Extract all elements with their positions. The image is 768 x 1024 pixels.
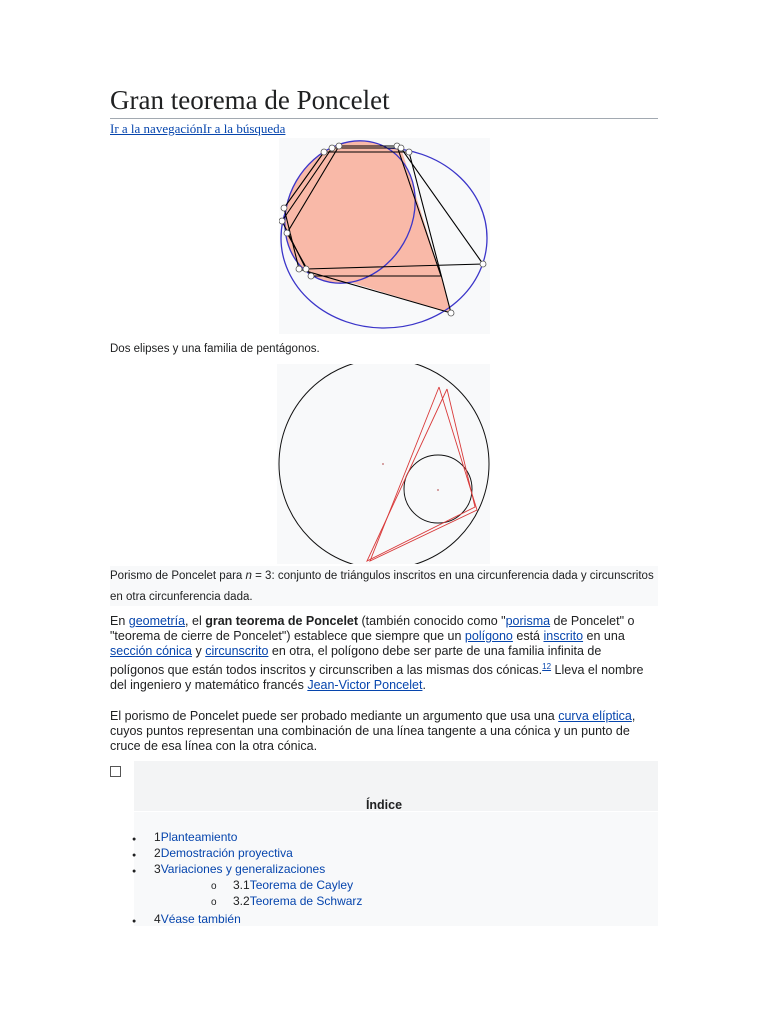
- bullet-icon: ●: [132, 918, 137, 925]
- text: en una: [583, 629, 625, 643]
- inner-center-point: [437, 489, 439, 491]
- text: , el: [185, 614, 206, 628]
- toc-link[interactable]: Variaciones y generalizaciones: [160, 862, 326, 876]
- link-curva-eliptica[interactable]: curva elíptica: [558, 709, 632, 723]
- jump-search-link[interactable]: Ir a la búsqueda: [202, 121, 286, 136]
- bullet-icon: ●: [132, 868, 137, 875]
- bold-term: gran teorema de Poncelet: [205, 614, 359, 628]
- toc-toggle-checkbox[interactable]: [110, 766, 121, 777]
- toc-number: 1: [154, 830, 161, 844]
- toc-number: 3.1: [233, 878, 250, 892]
- figure-pentagons: [279, 138, 490, 334]
- link-porisma[interactable]: porisma: [505, 614, 551, 628]
- text: (también conocido como ": [358, 614, 506, 628]
- caption-2-n: n: [245, 570, 252, 582]
- text: de Poncelet" o "teorema de cierre de Poncelet") establece que siempre que un: [110, 614, 635, 643]
- outer-center-point: [382, 463, 384, 465]
- porism-paragraph: [110, 709, 658, 754]
- toc-link[interactable]: Teorema de Schwarz: [249, 894, 363, 908]
- link-poligono[interactable]: polígono: [464, 629, 513, 643]
- intro-paragraph: [110, 614, 658, 693]
- bullet-icon: ●: [132, 852, 137, 859]
- toc-number: 3: [154, 862, 161, 876]
- toc-subitem[interactable]: [211, 893, 362, 911]
- reference-link[interactable]: 12: [542, 662, 552, 671]
- figure-porism-triangles: [277, 364, 490, 564]
- text: en otra, el polígono debe ser parte de una familia infinita de polígonos que están todos inscritos y circunscriben a las mismas dos cónicas.: [110, 644, 602, 678]
- sub-bullet-icon: o: [211, 881, 217, 892]
- text: En: [110, 614, 129, 628]
- toc-number: 2: [154, 846, 161, 860]
- triangles: [367, 387, 477, 561]
- link-geometria[interactable]: geometría: [128, 614, 186, 628]
- sub-bullet-icon: o: [211, 897, 217, 908]
- link-seccion-conica[interactable]: sección cónica: [110, 644, 192, 658]
- pentagons-diagram: [279, 138, 490, 334]
- porism-diagram: [277, 364, 490, 564]
- toc-item[interactable]: [132, 911, 241, 930]
- toc-link[interactable]: Teorema de Cayley: [249, 878, 354, 892]
- text: y: [192, 644, 206, 658]
- text: , cuyos puntos representan una combinación de una línea tangente a una cónica y un punto de cruce de esa línea con la otra cónica.: [110, 709, 636, 753]
- link-inscrito[interactable]: inscrito: [543, 629, 584, 643]
- page-title: Gran teorema de Poncelet: [110, 82, 658, 119]
- toc-number: 4: [154, 912, 161, 926]
- text: .: [422, 678, 426, 693]
- toc-title: Índice: [365, 798, 403, 812]
- text: El porismo de Poncelet puede ser probado mediante un argumento que usa una: [110, 709, 559, 723]
- bullet-icon: ●: [132, 836, 137, 843]
- figure-caption-2: [110, 566, 658, 606]
- toc-number: 3.2: [233, 894, 250, 908]
- text: Lleva el nombre del ingeniero y matemático francés: [110, 663, 644, 693]
- link-circunscrito[interactable]: circunscrito: [205, 644, 269, 658]
- toc-link[interactable]: Demostración proyectiva: [160, 846, 293, 860]
- jump-links: [110, 120, 285, 138]
- jump-navigation-link[interactable]: Ir a la navegación: [110, 121, 203, 136]
- toc-link[interactable]: Planteamiento: [160, 830, 238, 844]
- caption-2-rest: = 3: conjunto de triángulos inscritos en una circunferencia dada y circunscritos en otra circunferencia dada.: [110, 570, 654, 603]
- link-jean-victor-poncelet[interactable]: Jean-Victor Poncelet: [307, 678, 423, 693]
- caption-2-prefix: Porismo de Poncelet para: [110, 570, 246, 582]
- figure-caption-1: Dos elipses y una familia de pentágonos.: [110, 343, 320, 355]
- toc-link[interactable]: Véase también: [160, 912, 241, 926]
- text: está: [512, 629, 544, 643]
